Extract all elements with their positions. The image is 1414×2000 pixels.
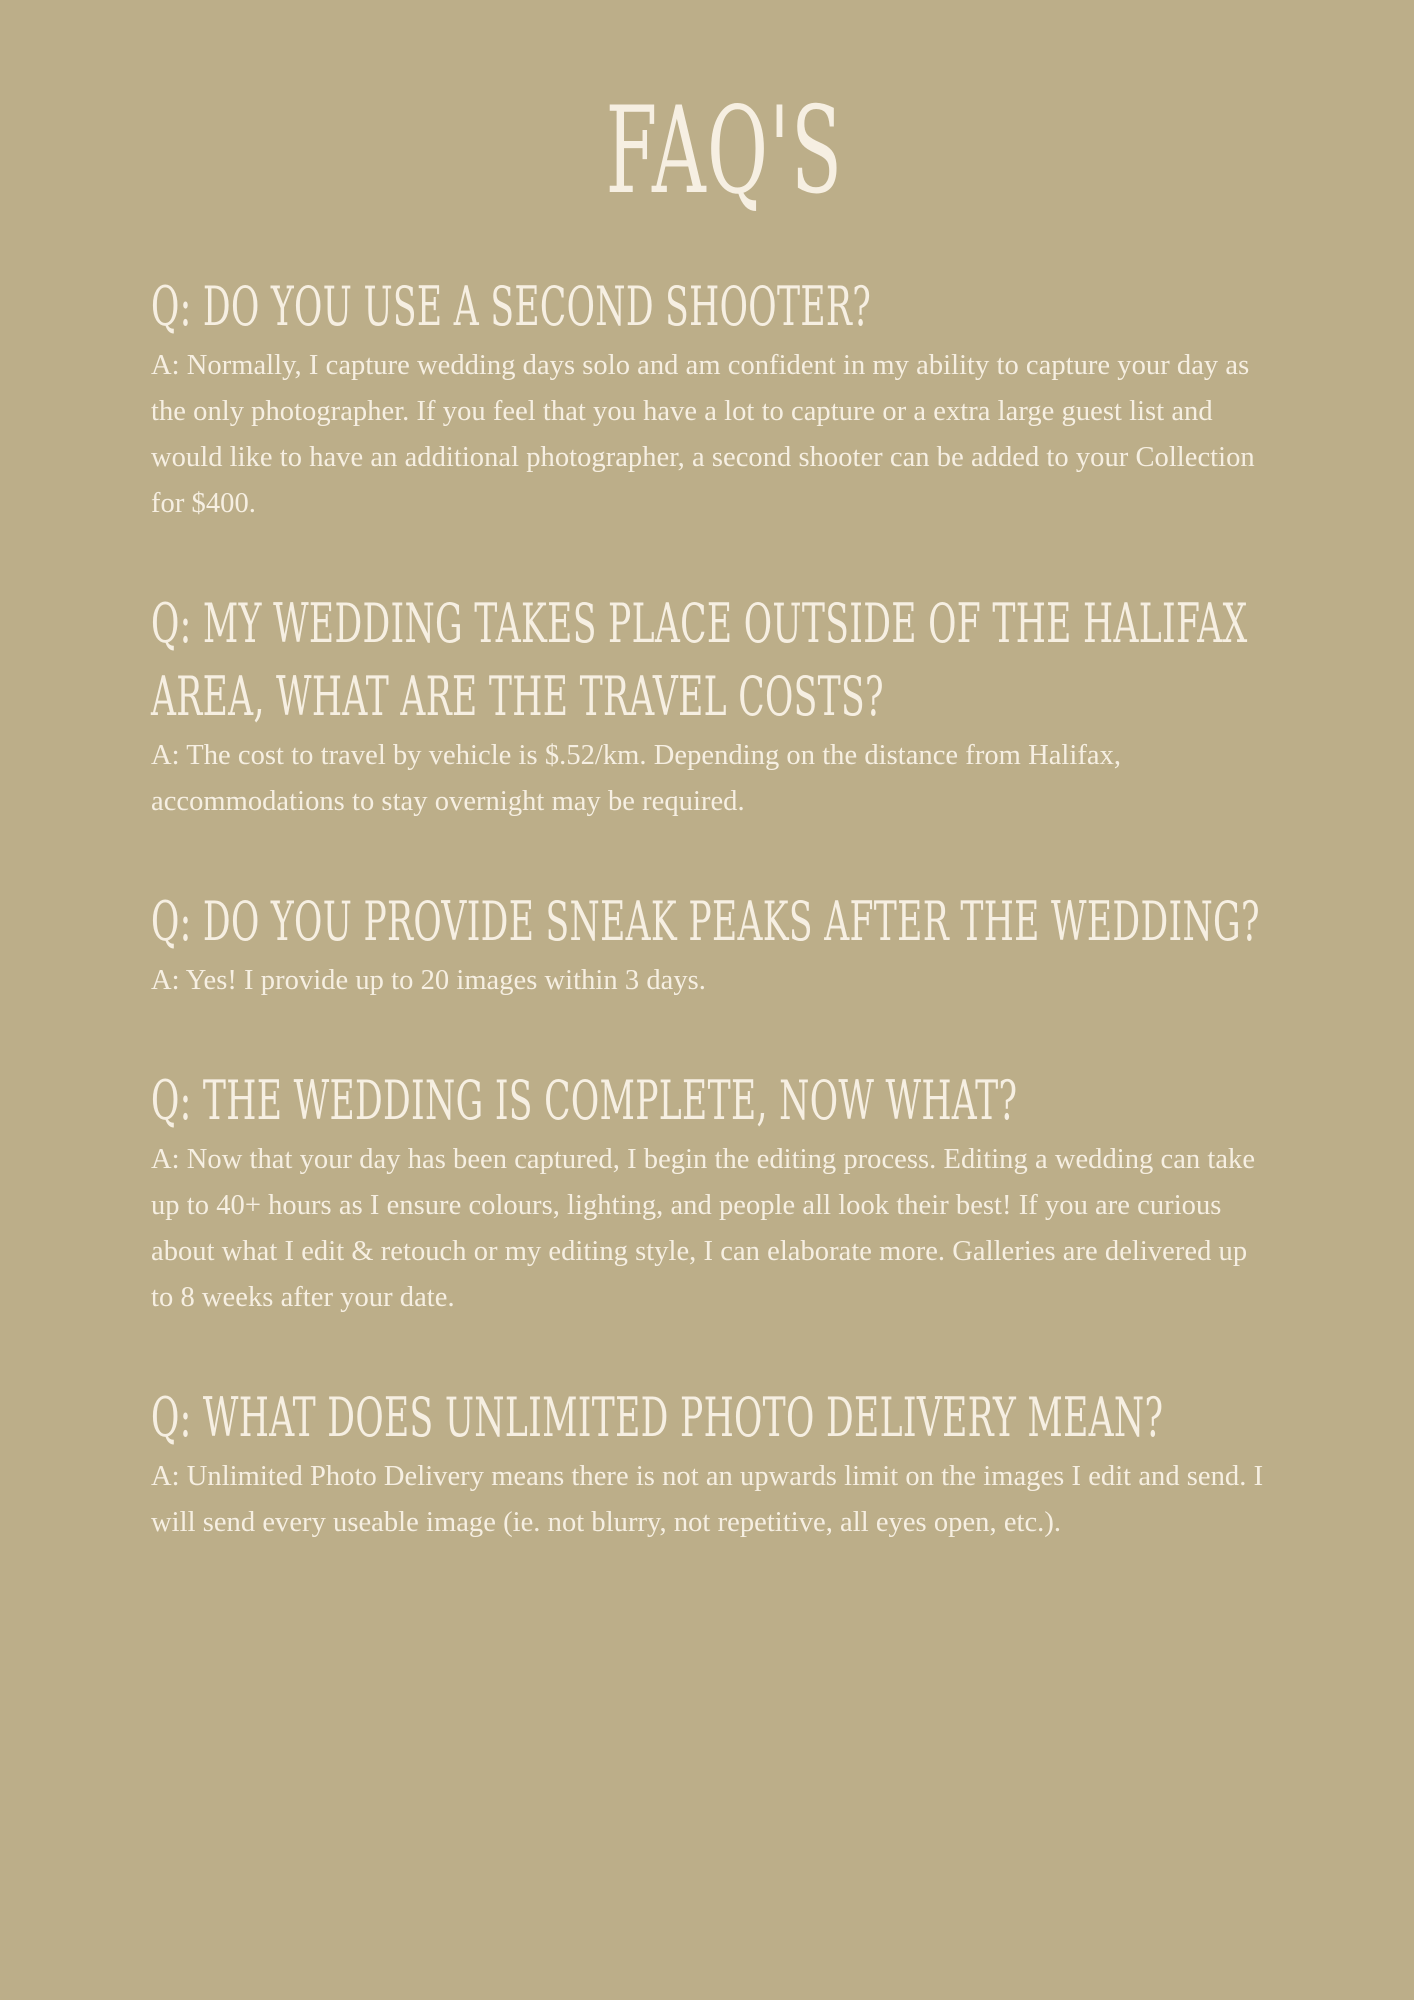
faq-question: Q: MY WEDDING TAKES PLACE OUTSIDE OF THE HALIFAX AREA, WHAT ARE THE TRAVEL COSTS? <box>151 592 1248 728</box>
faq-question: Q: THE WEDDING IS COMPLETE, NOW WHAT? <box>151 1069 1018 1132</box>
faq-item <box>151 1381 1264 1546</box>
faq-answer: A: Now that your day has been captured, I begin the editing process. Editing a wedding can take up to 40+ hours as I ensure colours, lighting, and people all look their best! If you are curious about what I edit & retouch or my editing style, I can elaborate more. Galleries are delivered up to 8 weeks after your date. <box>151 1144 1256 1313</box>
faq-answer: A: Unlimited Photo Delivery means there is not an upwards limit on the images I edit and send. I will send every useable image (ie. not blurry, not repetitive, all eyes open, etc.). <box>151 1461 1264 1538</box>
page-title: FAQ'S <box>605 82 844 221</box>
faq-question: Q: DO YOU PROVIDE SNEAK PEAKS AFTER THE WEDDING? <box>151 890 1260 953</box>
faq-item <box>151 1064 1264 1321</box>
faq-list <box>151 270 1264 1546</box>
faq-answer: A: Yes! I provide up to 20 images within 3 days. <box>151 965 706 996</box>
faq-item <box>151 587 1264 825</box>
faq-question: Q: WHAT DOES UNLIMITED PHOTO DELIVERY MEAN? <box>151 1386 1164 1449</box>
faq-answer: A: Normally, I capture wedding days solo and am confident in my ability to capture your day as the only photographer. If you feel that you have a lot to capture or a extra large guest list and would like to have an additional photographer, a second shooter can be added to your Collection for $400. <box>151 350 1255 519</box>
faq-answer: A: The cost to travel by vehicle is $.52/km. Depending on the distance from Halifax, accommodations to stay overnight may be required. <box>151 740 1122 817</box>
faq-question: Q: DO YOU USE A SECOND SHOOTER? <box>151 275 872 338</box>
faq-item <box>151 885 1264 1004</box>
faq-item <box>151 270 1264 527</box>
